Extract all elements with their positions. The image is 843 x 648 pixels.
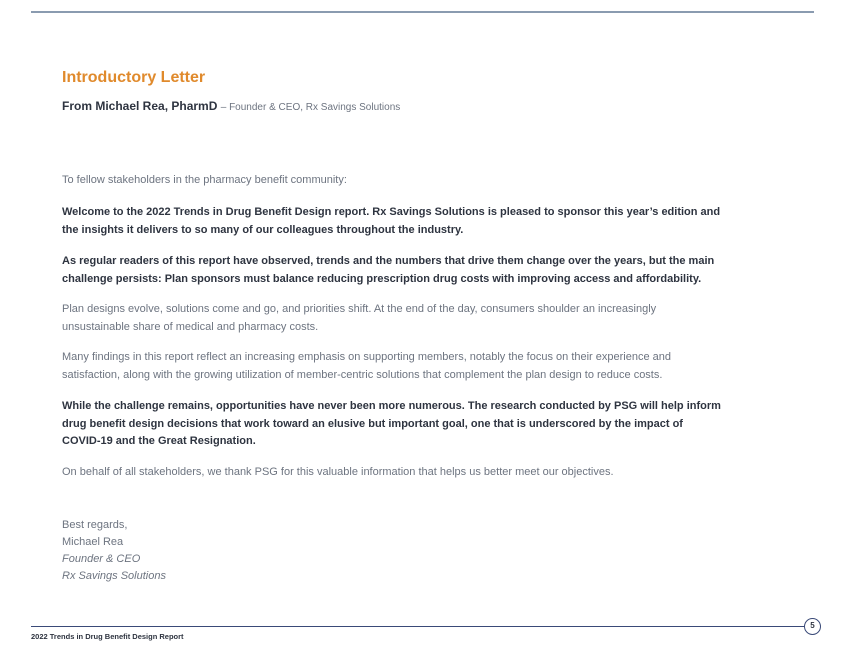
footer-report-name: 2022 Trends in Drug Benefit Design Report <box>31 632 184 641</box>
paragraph-thanks: On behalf of all stakeholders, we thank PSG for this valuable information that helps us better meet our objectives. <box>62 466 614 478</box>
signer-company: Rx Savings Solutions <box>62 570 166 582</box>
paragraph-welcome: Welcome to the 2022 Trends in Drug Benefit Design report. Rx Savings Solutions is pleased to sponsor this year’s edition and the insights it delivers to so many of our colleagues throughout the industry. <box>62 206 721 236</box>
paragraph-findings: Many findings in this report reflect an increasing emphasis on supporting members, notably the focus on their experience and satisfaction, along with the growing utilization of member-centric solutions that complement the plan design to reduce costs. <box>62 351 672 381</box>
signer-title: Founder & CEO <box>62 553 141 565</box>
paragraph-opportunities: While the challenge remains, opportunities have never been more numerous. The research conducted by PSG will help inform drug benefit design decisions that work toward an elusive but important goal, one that is underscored by the impact of COVID-19 and the Great Resignation. <box>62 400 721 447</box>
paragraph-challenge: As regular readers of this report have observed, trends and the numbers that drive them change over the years, but the main challenge persists: Plan sponsors must balance reducing prescription drug costs with improving access and affordability. <box>62 255 715 285</box>
author-role: – Founder & CEO, Rx Savings Solutions <box>220 102 401 113</box>
letter-closing <box>62 517 166 585</box>
signer-name: Michael Rea <box>62 536 124 548</box>
sign-off: Best regards, <box>62 519 128 531</box>
page-title: Introductory Letter <box>62 69 206 86</box>
letter-header <box>62 68 722 117</box>
author-line <box>62 97 722 117</box>
author-name: From Michael Rea, PharmD <box>62 99 218 113</box>
bottom-divider <box>31 626 805 627</box>
paragraph-plan-designs: Plan designs evolve, solutions come and go, and priorities shift. At the end of the day, consumers shoulder an increasingly unsustainable share of medical and pharmacy costs. <box>62 303 657 333</box>
salutation: To fellow stakeholders in the pharmacy benefit community: <box>62 174 347 186</box>
top-divider <box>31 11 814 13</box>
page-number: 5 <box>804 618 821 635</box>
